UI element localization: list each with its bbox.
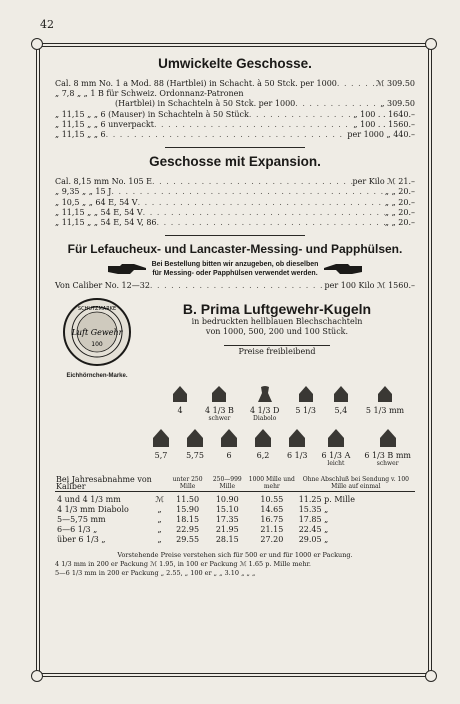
- airgun-pellets-title-block: [139, 297, 415, 379]
- pellet-icon: [171, 385, 189, 403]
- svg-text:100: 100: [91, 341, 103, 349]
- brand-seal: [55, 297, 139, 379]
- pellet-icon: [151, 428, 171, 448]
- pellet-row-1: [55, 385, 415, 422]
- section-title-umwickelte: Umwickelte Geschosse.: [158, 56, 312, 71]
- table-row: 5—5,75 mm „ 18.15 17.35 16.75 17.85 „: [57, 515, 329, 525]
- table-header-cell: 1000 Mille und mehr: [248, 476, 295, 491]
- pellet-item: 6 1/3: [287, 428, 308, 467]
- quantity-note: von 1000, 500, 200 und 100 Stück.: [205, 327, 349, 337]
- footnote: 5—6 1/3 mm in 200 er Packung „ 2.55, „ 100 er „ „ 3.10 „ „ „: [55, 569, 256, 578]
- pellet-item: 6 1/3 A leicht: [322, 428, 351, 467]
- footnote: Vorstehende Preise verstehen sich für 500 er und für 1000 er Packung.: [117, 551, 353, 560]
- price-list-expansion: [55, 177, 415, 228]
- packaging-note: in bedruckten hellblauen Blechschachteln: [191, 317, 363, 327]
- price-row: „ 11,15 „ „ 54 E, 54 V, 86 . . . „ „ 20.–: [55, 218, 415, 228]
- price-note: Preise freibleibend: [139, 345, 415, 356]
- price-list-umwickelte: [55, 79, 415, 140]
- section-title-expansion: Geschosse mit Expansion.: [149, 154, 321, 170]
- table-header-cell: unter 250 Mille: [168, 475, 208, 492]
- table-header-row: [55, 475, 415, 492]
- pellet-item: 6,2: [253, 428, 273, 467]
- order-notice: [55, 260, 415, 278]
- section-title-huelsen: Für Lefaucheux- und Lancaster-Messing- und Papphülsen.: [67, 242, 403, 257]
- table-row: über 6 1/3 „ „ 29.55 28.15 27.20 29.05 „: [57, 534, 329, 544]
- divider: [165, 147, 305, 148]
- table-header-cell: Bei Jahresabnahme von Kaliber: [55, 475, 168, 492]
- price-row: „ 7,8 „ „ 1 B für Schweiz. Ordonnanz-Patronen: [55, 89, 244, 99]
- svg-text:Luft Gewehr: Luft Gewehr: [71, 328, 123, 338]
- pellet-price-table: [55, 475, 415, 544]
- price-row: Cal. 8,15 mm No. 105 E . . . per Kilo ℳ 21.–: [55, 177, 415, 187]
- frame-corner-ornament: [425, 38, 437, 50]
- table-row: 6—6 1/3 „ „ 22.95 21.95 21.15 22.45 „: [57, 524, 329, 534]
- pellet-icon: [210, 385, 228, 403]
- pellet-row-2: [55, 428, 415, 467]
- price-row: „ 11,15 „ „ 6 . . . per 1000 „ 440.–: [55, 130, 415, 140]
- price-row: „ 11,15 „ „ 6 unverpackt . . . „ 100 . . 1560.–: [55, 120, 415, 130]
- diabolo-pellet-icon: [256, 385, 274, 403]
- pellet-item: 6 1/3 B mm schwer: [364, 428, 411, 467]
- pellet-icon: [219, 428, 239, 448]
- pellet-item: 5,75: [185, 428, 205, 467]
- pellet-icon: [326, 428, 346, 448]
- pellet-icon: [332, 385, 350, 403]
- pellet-item: 6: [219, 428, 239, 467]
- pellet-item: 4 1/3 D Diabolo: [250, 385, 279, 422]
- table-header-cell: Ohne Abschluß bei Sendung v. 100 Mille auf einmal: [297, 475, 415, 492]
- divider: [165, 235, 305, 236]
- pellet-icon: [253, 428, 273, 448]
- table-row: 4 und 4 1/3 mm ℳ 11.50 10.90 10.55 11.25 p. Mille: [57, 495, 355, 505]
- pellet-icon: [376, 385, 394, 403]
- price-row: Cal. 8 mm No. 1 a Mod. 88 (Hartblei) in Schacht. à 50 Stck. per 1000 . . . ℳ 309.50: [55, 79, 415, 89]
- table-row: 4 1/3 mm Diabolo „ 15.90 15.10 14.65 15.35 „: [57, 505, 329, 515]
- pellet-icon: [297, 385, 315, 403]
- price-row: „ 10,5 „ „ 64 E, 54 V . . . „ „ 20.–: [55, 198, 415, 208]
- pointing-hand-left-icon: [322, 262, 364, 276]
- pellet-icon: [185, 428, 205, 448]
- brand-caption: Eichhörnchen-Marke.: [66, 373, 128, 380]
- pellet-item: 5,7: [151, 428, 171, 467]
- page-number: 42: [40, 18, 54, 31]
- squirrel-brand-seal-icon: [62, 297, 132, 367]
- price-row: „ 11,15 „ „ 54 E, 54 V . . . „ „ 20.–: [55, 208, 415, 218]
- pointing-hand-right-icon: [106, 262, 148, 276]
- price-row: Von Caliber No. 12—32 . . . per 100 Kilo ℳ 1560.–: [55, 281, 415, 291]
- pellet-icon: [287, 428, 307, 448]
- price-row: (Hartblei) in Schachteln à 50 Stck. per 1000 . . . „ 309.50: [55, 99, 415, 109]
- packaging-footnotes: [55, 551, 415, 578]
- section-title-luftgewehr: B. Prima Luftgewehr-Kugeln: [182, 301, 372, 318]
- table-header-cell: 250—999 Mille: [208, 475, 247, 492]
- pellet-icon: [378, 428, 398, 448]
- pellet-item: 4 1/3 B schwer: [205, 385, 234, 422]
- airgun-pellets-header: [55, 297, 415, 379]
- catalog-content: [55, 54, 415, 578]
- svg-text:SCHUTZMARKE: SCHUTZMARKE: [77, 306, 117, 313]
- frame-corner-ornament: [31, 670, 43, 682]
- notice-text: Bei Bestellung bitten wir anzugeben, ob dieselben für Messing- oder Papphülsen verwendet werden.: [151, 261, 319, 278]
- pellet-item: 4: [171, 385, 189, 422]
- frame-corner-ornament: [31, 38, 43, 50]
- pellet-item: 5 1/3 mm: [366, 385, 404, 422]
- price-row: „ 11,15 „ „ 6 (Mauser) in Schachteln à 50 Stück . . . „ 100 . . 1640.–: [55, 110, 415, 120]
- pellet-item: 5 1/3: [295, 385, 316, 422]
- footnote: 4 1/3 mm in 200 er Packung ℳ 1.95, in 100 er Packung ℳ 1.65 p. Mille mehr.: [55, 560, 311, 569]
- frame-corner-ornament: [425, 670, 437, 682]
- page-frame: [36, 43, 432, 677]
- pellet-item: 5,4: [332, 385, 350, 422]
- price-row: „ 9,35 „ „ 15 J . . . „ „ 20.–: [55, 187, 415, 197]
